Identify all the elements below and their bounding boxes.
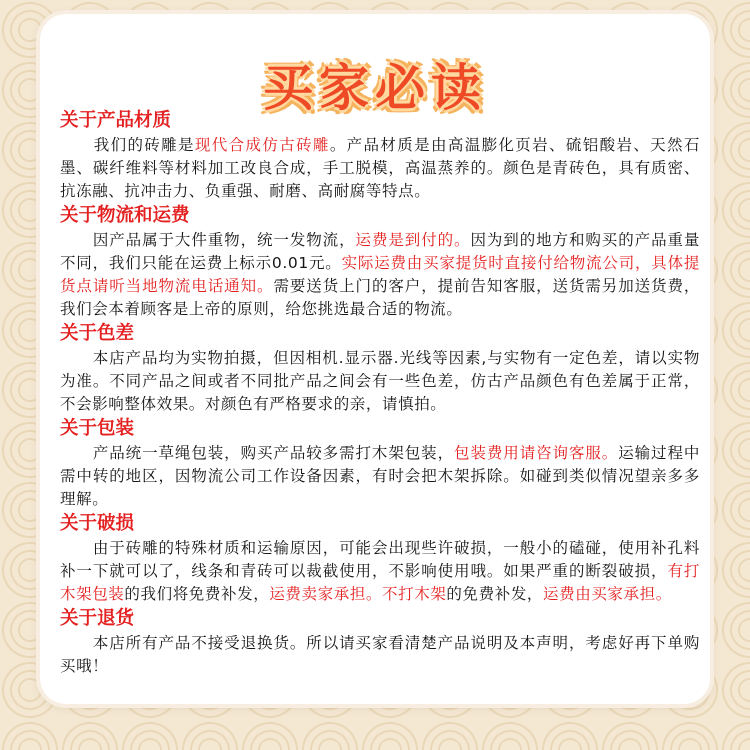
highlight-text: 运费由买家承担。 xyxy=(543,585,672,603)
highlight-text: 有打木架包装 xyxy=(60,562,701,603)
section-heading: 关于退货 xyxy=(60,608,135,629)
body-text: 产品统一草绳包装，购买产品较多需打木架包装， xyxy=(60,444,455,462)
section-heading: 关于破损 xyxy=(60,513,135,534)
body-text: 我们的砖雕是 xyxy=(60,136,195,154)
section xyxy=(60,108,700,203)
body-text: 本店所有产品不接受退换货。所以请买家看清楚产品说明及本声明，考虑好再下单购买哦！ xyxy=(60,634,700,675)
section xyxy=(60,606,700,678)
body-text: 运输过程中需中转的地区，因物流公司工作设备因素，有时会把木架拆除。如碰到类似情况望亲多多理解。 xyxy=(60,444,700,508)
section-paragraph xyxy=(60,537,700,606)
highlight-text: 运费是到付的。 xyxy=(355,231,471,249)
notice-content xyxy=(60,108,700,678)
body-text: 因为到的地方和购买的产品重量不同，我们只能在运费上标示0.01元。 xyxy=(60,231,701,272)
section-heading: 关于包装 xyxy=(60,418,135,439)
section-heading: 关于物流和运费 xyxy=(60,205,190,226)
section xyxy=(60,203,700,321)
section-paragraph xyxy=(60,347,700,416)
section-heading: 关于色差 xyxy=(60,323,135,344)
body-text: 需要送货上门的客户，提前告知客服，送货需另加送货费，我们会本着顾客是上帝的原则，给您挑选最合适的物流。 xyxy=(60,277,700,318)
highlight-text: 运费卖家承担。不打木架 xyxy=(269,585,447,603)
section-paragraph xyxy=(60,134,700,203)
body-text: 的免费补发， xyxy=(446,585,544,603)
body-text: 因产品属于大件重物，统一发物流， xyxy=(60,231,356,249)
page-title: 买家必读 xyxy=(263,58,487,117)
section xyxy=(60,321,700,416)
section-heading: 关于产品材质 xyxy=(60,110,172,131)
section xyxy=(60,511,700,606)
section-paragraph xyxy=(60,229,700,321)
section-paragraph xyxy=(60,442,700,511)
section-paragraph xyxy=(60,632,700,678)
highlight-text: 现代合成仿古砖雕 xyxy=(194,136,330,154)
body-text: 的我们将免费补发， xyxy=(124,585,270,603)
body-text: 由于砖雕的特殊材质和运输原因，可能会出现些许破损，一般小的磕碰，使用补孔料补一下就可以了，线条和青砖可以裁截使用，不影响使用哦。如果严重的断裂破损， xyxy=(60,539,700,580)
body-text: 本店产品均为实物拍摄，但因相机.显示器.光线等因素,与实物有一定色差，请以实物为准。不同产品之间或者不同批产品之间会有一些色差，仿古产品颜色有色差属于正常，不会影响整体效果。对颜色有严格要求的亲，请慎拍。 xyxy=(60,349,700,413)
section xyxy=(60,416,700,511)
highlight-text: 实际运费由买家提货时直接付给物流公司，具体提货点请听当地物流电话通知。 xyxy=(60,254,700,295)
highlight-text: 包装费用请咨询客服。 xyxy=(454,444,619,462)
body-text: 。产品材质是由高温膨化页岩、硫铝酸岩、天然石墨、碳纤维料等材料加工改良合成，手工脱模，高温蒸养的。颜色是青砖色，具有质密、抗冻融、抗冲击力、负重强、耐磨、高耐腐等特点。 xyxy=(60,136,701,200)
